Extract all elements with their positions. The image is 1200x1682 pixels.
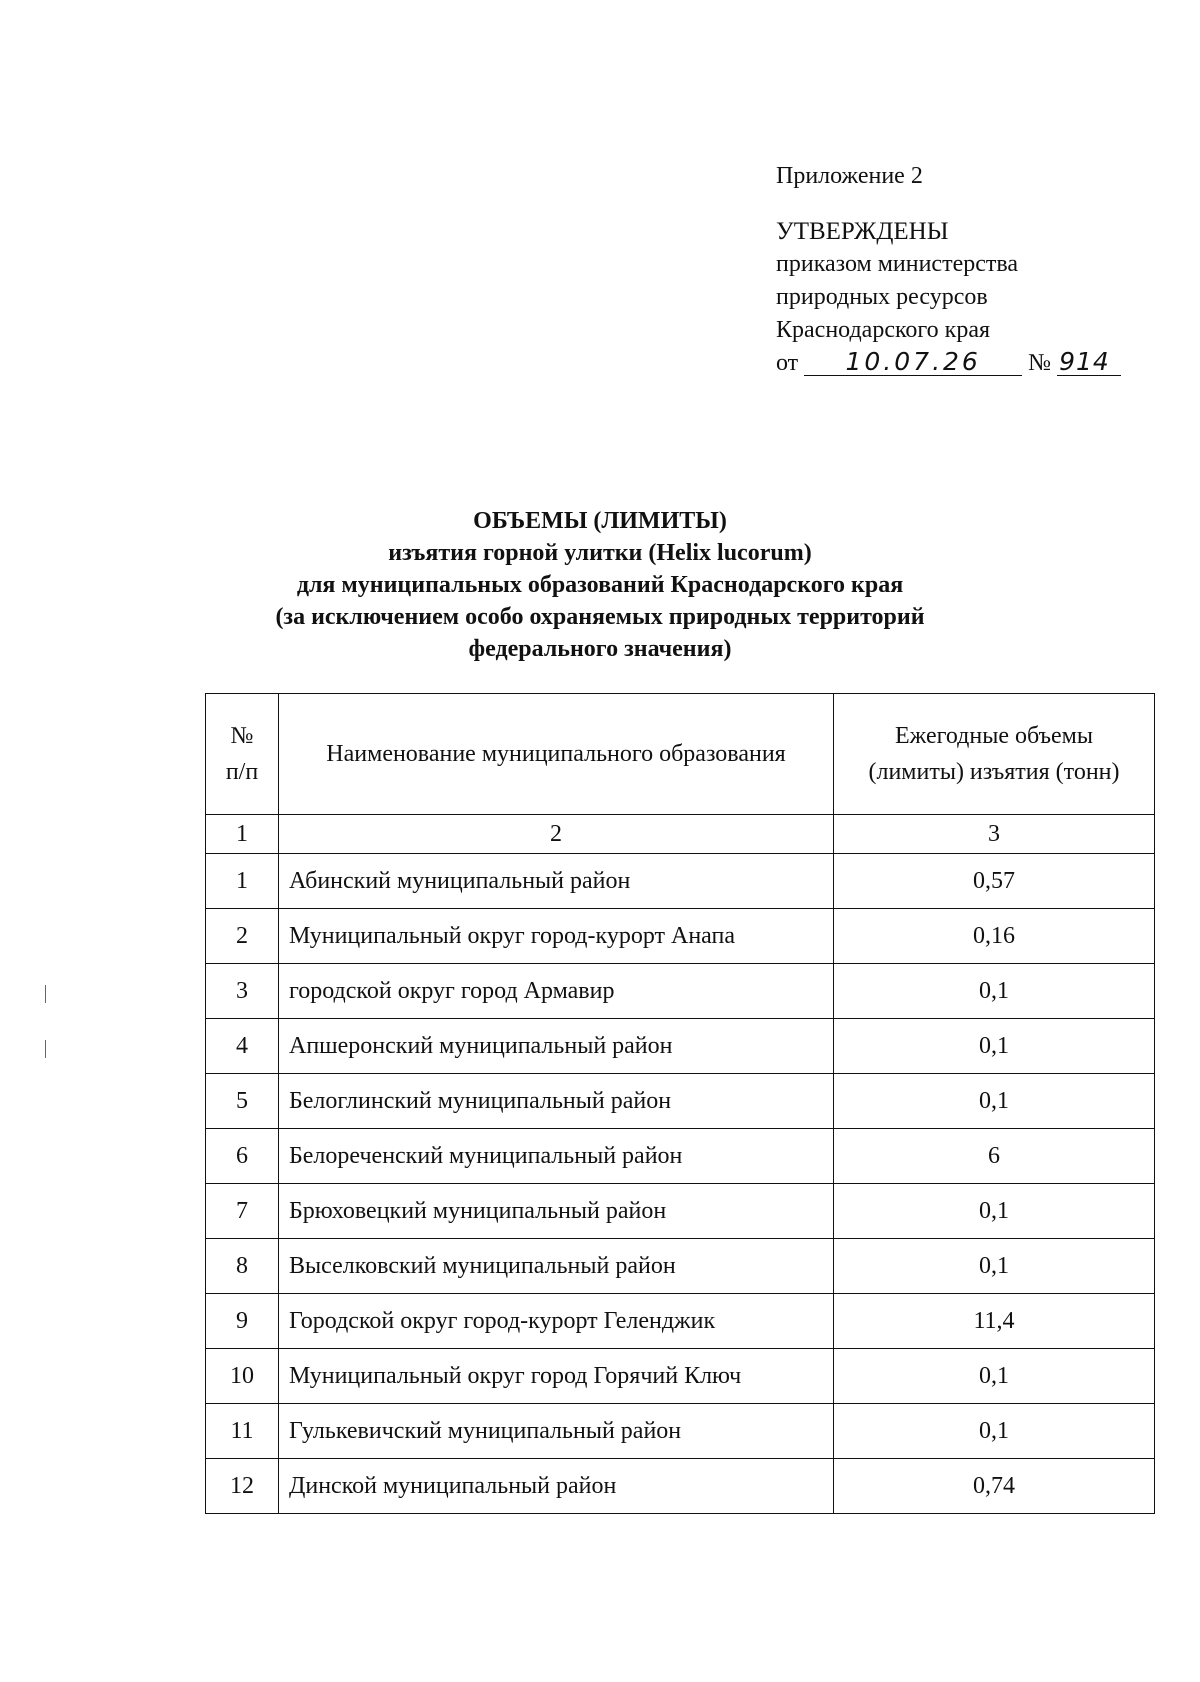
row-name: Белореченский муниципальный район [279, 1129, 834, 1184]
row-number: 5 [206, 1074, 279, 1129]
row-value: 0,1 [834, 1019, 1155, 1074]
row-name: Гулькевичский муниципальный район [279, 1404, 834, 1459]
document-title [250, 505, 950, 665]
row-value: 0,1 [834, 1074, 1155, 1129]
number-prefix: № [1028, 350, 1052, 376]
row-number: 3 [206, 964, 279, 1019]
row-name: Городской округ город-курорт Геленджик [279, 1294, 834, 1349]
row-number: 10 [206, 1349, 279, 1404]
header-number-line2: п/п [225, 759, 259, 785]
row-value: 0,57 [834, 854, 1155, 909]
header-name: Наименование муниципального образования [279, 694, 834, 815]
table-row [206, 1019, 1155, 1074]
row-value: 0,1 [834, 1349, 1155, 1404]
row-value: 11,4 [834, 1294, 1155, 1349]
approval-line: приказом министерства [776, 251, 1019, 277]
row-number: 1 [206, 854, 279, 909]
row-name: Муниципальный округ город-курорт Анапа [279, 909, 834, 964]
table-row [206, 1349, 1155, 1404]
table-row [206, 909, 1155, 964]
table-header-row [206, 694, 1155, 815]
table-row [206, 1129, 1155, 1184]
row-name: городской округ город Армавир [279, 964, 834, 1019]
row-value: 0,74 [834, 1459, 1155, 1514]
row-number: 12 [206, 1459, 279, 1514]
approved-label: УТВЕРЖДЕНЫ [776, 218, 949, 245]
scan-mark [45, 985, 46, 1003]
row-value: 0,1 [834, 964, 1155, 1019]
title-line: для муниципальных образований Краснодарского края [296, 572, 904, 598]
approval-block [776, 160, 1156, 380]
row-name: Динской муниципальный район [279, 1459, 834, 1514]
header-volume [834, 694, 1155, 815]
header-number [206, 694, 279, 815]
title-line: (за исключением особо охраняемых природных территорий [275, 604, 925, 630]
row-name: Абинский муниципальный район [279, 854, 834, 909]
row-value: 0,1 [834, 1239, 1155, 1294]
handwritten-number: 914 [1057, 349, 1121, 376]
approval-line: Краснодарского края [776, 317, 991, 343]
row-value: 6 [834, 1129, 1155, 1184]
row-name: Брюховецкий муниципальный район [279, 1184, 834, 1239]
row-number: 11 [206, 1404, 279, 1459]
row-value: 0,1 [834, 1184, 1155, 1239]
approval-line: природных ресурсов [776, 284, 988, 310]
date-prefix: от [776, 350, 799, 376]
title-line: ОБЪЕМЫ (ЛИМИТЫ) [473, 508, 727, 534]
column-number: 2 [279, 815, 834, 854]
scan-mark [45, 1040, 46, 1058]
row-name: Апшеронский муниципальный район [279, 1019, 834, 1074]
column-number: 1 [206, 815, 279, 854]
row-value: 0,16 [834, 909, 1155, 964]
row-name: Выселковский муниципальный район [279, 1239, 834, 1294]
handwritten-date: 10.07.26 [804, 349, 1022, 376]
table-row [206, 964, 1155, 1019]
row-number: 8 [206, 1239, 279, 1294]
row-number: 6 [206, 1129, 279, 1184]
column-number-row [206, 815, 1155, 854]
row-number: 2 [206, 909, 279, 964]
table-row [206, 854, 1155, 909]
header-number-line1: № [230, 723, 254, 749]
row-name: Белоглинский муниципальный район [279, 1074, 834, 1129]
order-date-number [776, 347, 1156, 380]
column-number: 3 [834, 815, 1155, 854]
header-volume-line1: Ежегодные объемы [895, 723, 1093, 749]
table-row [206, 1459, 1155, 1514]
table-row [206, 1184, 1155, 1239]
limits-table [205, 693, 1155, 1514]
row-number: 7 [206, 1184, 279, 1239]
row-value: 0,1 [834, 1404, 1155, 1459]
table-row [206, 1404, 1155, 1459]
row-number: 9 [206, 1294, 279, 1349]
row-name: Муниципальный округ город Горячий Ключ [279, 1349, 834, 1404]
title-line: изъятия горной улитки (Helix lucorum) [388, 540, 812, 566]
annex-label: Приложение 2 [776, 163, 923, 189]
title-line: федерального значения) [468, 636, 732, 662]
table-row [206, 1074, 1155, 1129]
table-row [206, 1294, 1155, 1349]
table-row [206, 1239, 1155, 1294]
header-volume-line2: (лимиты) изъятия (тонн) [868, 759, 1120, 785]
row-number: 4 [206, 1019, 279, 1074]
